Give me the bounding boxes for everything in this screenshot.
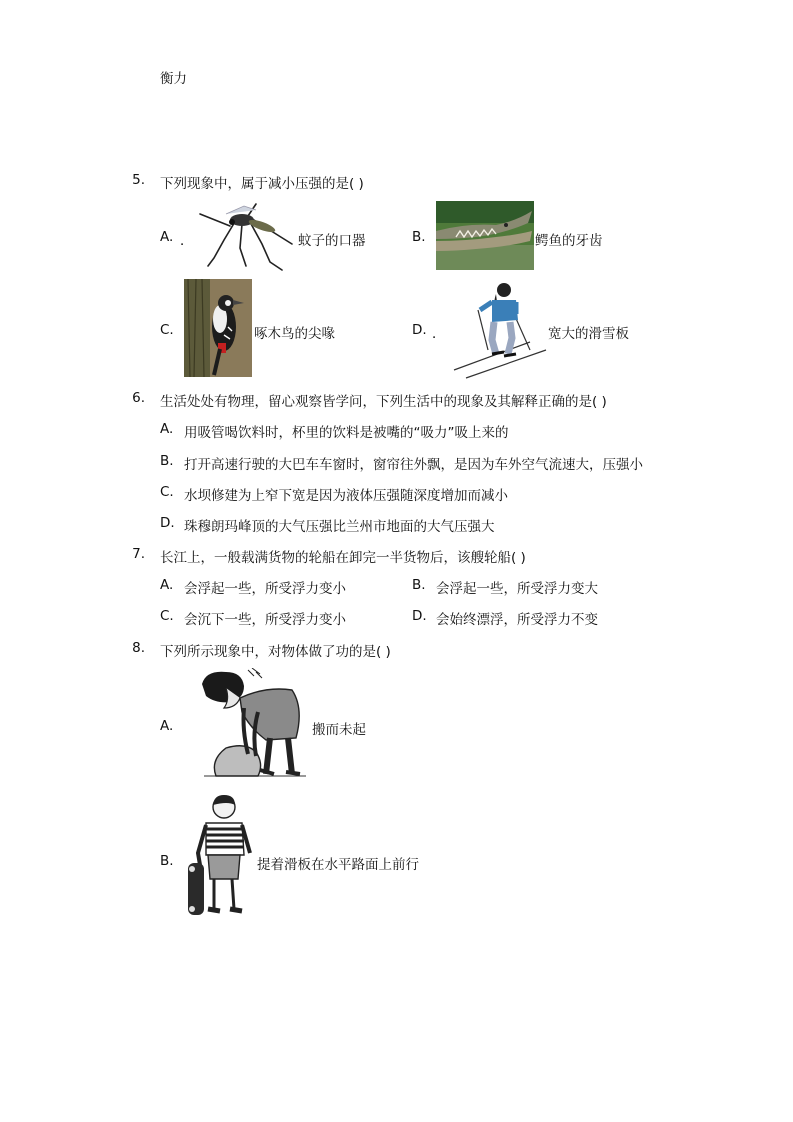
option-5d-letter: D. (412, 322, 427, 338)
option-7a-letter: A. (160, 577, 174, 593)
option-7b-letter: B. (412, 577, 426, 593)
option-6d-text: 珠穆朗玛峰顶的大气压强比兰州市地面的大气压强大 (184, 519, 495, 535)
option-6b-letter: B. (160, 453, 174, 469)
mosquito-image (196, 200, 296, 272)
boy-skateboard-image (184, 793, 254, 923)
option-6a-text: 用吸管喝饮料时，杯里的饮料是被嘴的“吸力”吸上来的 (184, 425, 509, 441)
question-8-number: 8. (132, 640, 145, 656)
option-8a-text: 搬而未起 (312, 722, 366, 738)
skier-image (452, 280, 548, 380)
option-7b-text: 会浮起一些，所受浮力变大 (436, 581, 598, 597)
question-6-number: 6. (132, 390, 145, 406)
option-6a-letter: A. (160, 421, 174, 437)
option-5a-text: 蚊子的口器 (298, 233, 366, 249)
option-6b-text: 打开高速行驶的大巴车车窗时，窗帘往外飘，是因为车外空气流速大，压强小 (184, 457, 643, 473)
question-6-stem: 生活处处有物理，留心观察皆学问，下列生活中的现象及其解释正确的是( ) (160, 394, 607, 410)
woodpecker-image (184, 279, 252, 377)
option-8b-text: 提着滑板在水平路面上前行 (257, 857, 419, 873)
option-8b-letter: B. (160, 853, 174, 869)
continued-text: 衡力 (160, 71, 187, 87)
question-7-number: 7. (132, 546, 145, 562)
option-7c-letter: C. (160, 608, 174, 624)
option-6c-text: 水坝修建为上窄下宽是因为液体压强随深度增加而减小 (184, 488, 508, 504)
option-7d-letter: D. (412, 608, 427, 624)
question-5-stem: 下列现象中，属于减小压强的是( ) (160, 176, 364, 192)
option-5b-letter: B. (412, 229, 426, 245)
question-5-number: 5. (132, 172, 145, 188)
option-8a-letter: A. (160, 718, 174, 734)
lifting-woman-image (196, 668, 310, 782)
option-6d-letter: D. (160, 515, 175, 531)
option-7a-text: 会浮起一些，所受浮力变小 (184, 581, 346, 597)
option-5c-letter: C. (160, 322, 174, 338)
option-7d-text: 会始终漂浮，所受浮力不变 (436, 612, 598, 628)
option-5c-text: 啄木鸟的尖喙 (254, 326, 335, 342)
option-6c-letter: C. (160, 484, 174, 500)
option-5d-text: 宽大的滑雪板 (548, 326, 629, 342)
option-5a-dot: ． (180, 233, 194, 249)
crocodile-image (436, 201, 534, 270)
option-7c-text: 会沉下一些，所受浮力变小 (184, 612, 346, 628)
option-5b-text: 鳄鱼的牙齿 (535, 233, 603, 249)
option-5d-dot: ． (432, 326, 446, 342)
question-8-stem: 下列所示现象中，对物体做了功的是( ) (160, 644, 391, 660)
question-7-stem: 长江上，一般载满货物的轮船在卸完一半货物后，该艘轮船( ) (160, 550, 526, 566)
option-5a-letter: A. (160, 229, 174, 245)
